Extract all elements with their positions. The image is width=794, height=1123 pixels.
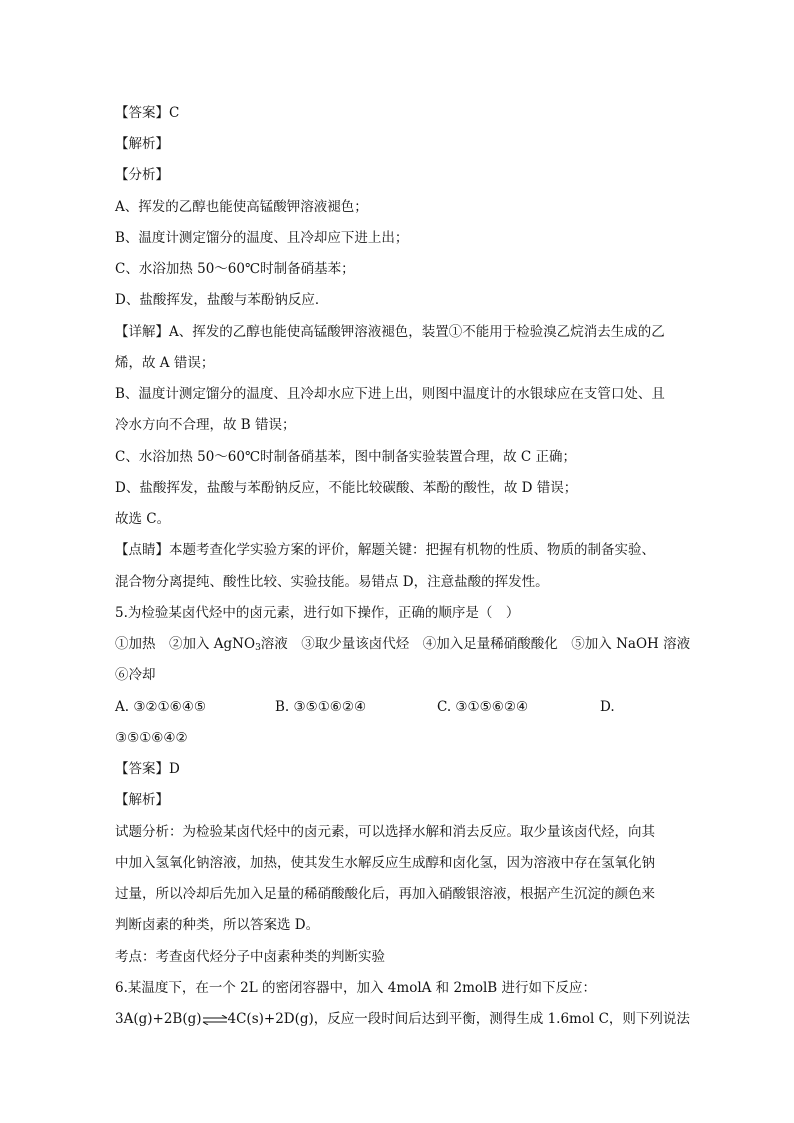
q5-exam-point: 考点：考查卤代烃分子中卤素种类的判断实验 [115, 949, 385, 965]
option-a: A. ③②①⑥④⑤ [115, 699, 206, 715]
analysis-b: B、温度计测定馏分的温度、且冷却应下进上出； [115, 230, 409, 246]
analysis-a: A、挥发的乙醇也能使高锰酸钾溶液褪色； [115, 199, 368, 215]
question-5-stem: 5.为检验某卤代烃中的卤元素，进行如下操作，正确的顺序是（ ） [115, 605, 520, 621]
detail-paragraph-2: B、温度计测定馏分的温度、且冷却水应下进上出，则图中温度计的水银球应在支管口处、且 [115, 386, 665, 402]
steps-subscript: 3 [255, 643, 261, 653]
detail-paragraph-1: 【详解】A、挥发的乙醇也能使高锰酸钾溶液褪色，装置①不能用于检验溴乙烷消去生成的乙 [115, 324, 665, 340]
tip-paragraph-cont: 混合物分离提纯、酸性比较、实验技能。易错点 D，注意盐酸的挥发性。 [115, 574, 549, 590]
equation-products: 4C(s)+2D(g)，反应一段时间后达到平衡，测得生成 1.6mol C，则下列说法 [227, 1011, 690, 1027]
tip-paragraph: 【点睛】本题考查化学实验方案的评价，解题关键：把握有机物的性质、物质的制备实验、 [115, 542, 655, 558]
conclusion-line: 故选 C。 [115, 511, 171, 527]
question-6-equation [115, 1009, 690, 1029]
detail-paragraph-4: D、盐酸挥发，盐酸与苯酚钠反应，不能比较碳酸、苯酚的酸性，故 D 错误； [115, 480, 578, 496]
detail-paragraph-2-cont: 冷水方向不合理，故 B 错误； [115, 417, 296, 433]
fenxi-label: 【分析】 [115, 167, 169, 183]
q5-analysis-3: 过量，所以冷却后先加入足量的稀硝酸酸化后，再加入硝酸银溶液，根据产生沉淀的颜色来 [115, 886, 655, 902]
answer-label: 【答案】C [115, 105, 180, 121]
option-c: C. ③①⑤⑥②④ [437, 699, 529, 715]
equilibrium-arrow-icon [202, 1015, 228, 1025]
q5-analysis-2: 中加入氢氧化钠溶液，加热，使其发生水解反应生成醇和卤化氢，因为溶液中存在氢氧化钠 [115, 855, 655, 871]
q5-analysis-4: 判断卤素的种类，所以答案选 D。 [115, 917, 320, 933]
question-5-steps [115, 634, 691, 658]
option-b: B. ③⑤①⑥②④ [275, 699, 367, 715]
option-d-value: ③⑤①⑥④② [115, 730, 188, 746]
analysis-c: C、水浴加热 50～60℃时制备硝基苯； [115, 261, 355, 277]
analysis-label-q5: 【解析】 [115, 792, 169, 808]
analysis-label: 【解析】 [115, 136, 169, 152]
equation-reactants: 3A(g)+2B(g) [115, 1011, 202, 1027]
q5-analysis-1: 试题分析：为检验某卤代烃中的卤元素，可以选择水解和消去反应。取少量该卤代烃，向其 [115, 824, 655, 840]
detail-paragraph-1-cont: 烯，故 A 错误； [115, 355, 215, 371]
option-d: D. [600, 699, 615, 715]
answer-label-q5: 【答案】D [115, 761, 180, 777]
steps-part-2: 溶液 ③取少量该卤代烃 ④加入足量稀硝酸酸化 ⑤加入 NaOH 溶液 [260, 636, 691, 652]
analysis-d: D、盐酸挥发，盐酸与苯酚钠反应． [115, 292, 329, 308]
question-5-steps-cont: ⑥冷却 [115, 667, 156, 683]
question-6-stem: 6.某温度下，在一个 2L 的密闭容器中，加入 4molA 和 2molB 进行如下反应： [115, 980, 597, 996]
steps-part-1: ①加热 ②加入 AgNO [115, 636, 256, 652]
detail-paragraph-3: C、水浴加热 50～60℃时制备硝基苯，图中制备实验装置合理，故 C 正确； [115, 449, 576, 465]
